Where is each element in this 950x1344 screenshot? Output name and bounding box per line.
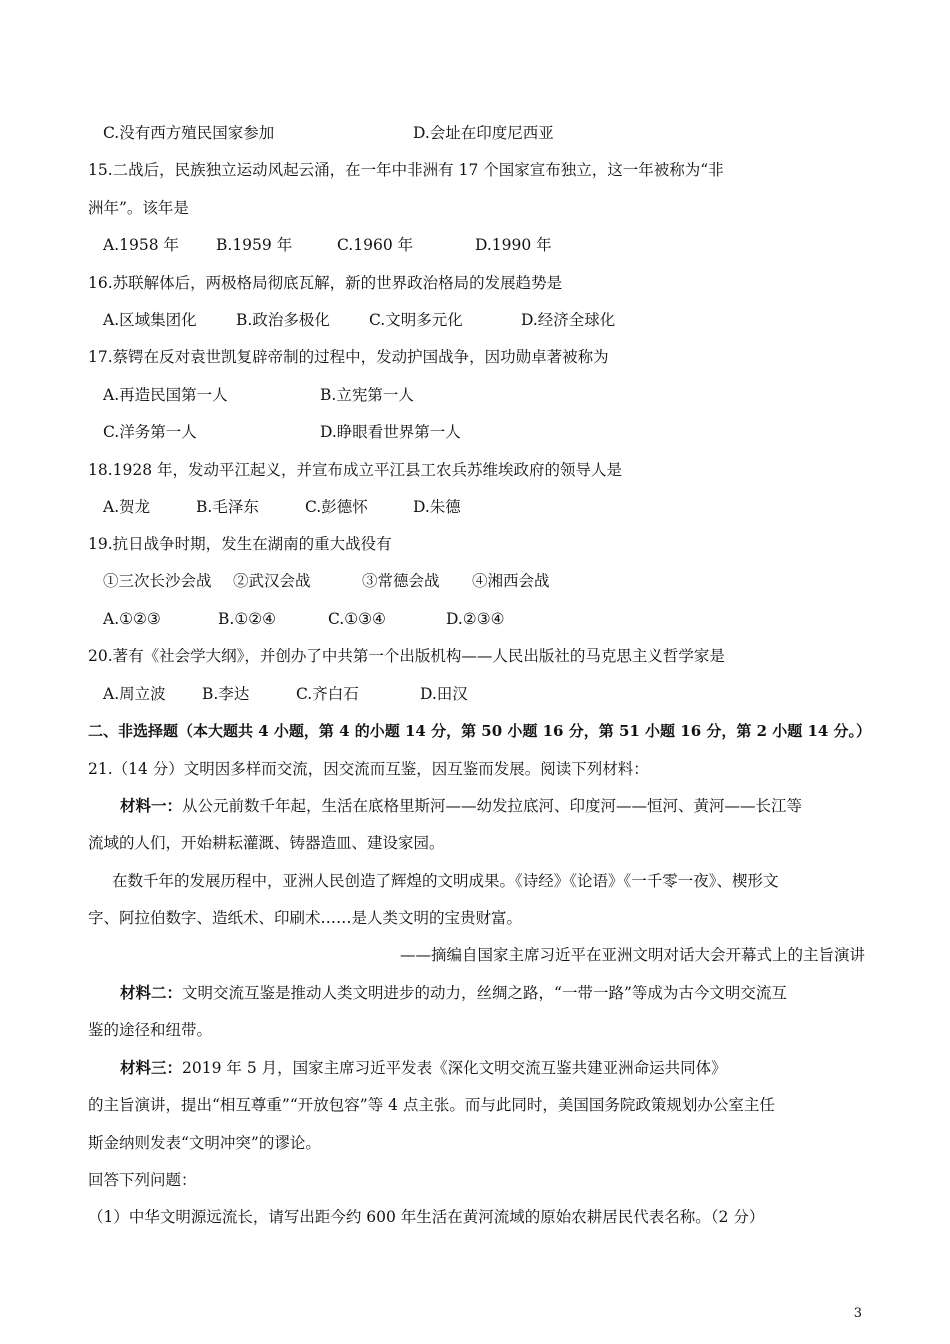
q18-option-a: A.贺龙 [103, 498, 151, 516]
material1-text-1: 从公元前数千年起，生活在底格里斯河——幼发拉底河、印度河——恒河、黄河——长江等 [182, 797, 803, 815]
q21-material1-source: ——摘编自国家主席习近平在亚洲文明对话大会开幕式上的主旨演讲 [399, 946, 865, 964]
q14-option-c: C.没有西方殖民国家参加 [103, 124, 275, 142]
q15-option-d: D.1990 年 [475, 236, 552, 254]
material3-label: 材料三： [120, 1058, 183, 1077]
q19-stem: 19.抗日战争时期，发生在湖南的重大战役有 [88, 535, 392, 553]
q21-material3-line2: 的主旨演讲，提出“相互尊重”“开放包容”等 4 点主张。而与此同时，美国国务院政策规划办公室主任 [88, 1096, 775, 1114]
q17-option-c: C.洋务第一人 [103, 423, 197, 441]
q20-option-b: B.李达 [202, 685, 250, 703]
q19-option-c: C.①③④ [328, 610, 386, 628]
q21-subquestion-1: （1）中华文明源远流长，请写出距今约 600 年生活在黄河流域的原始农耕居民代表名称。（2 分） [88, 1208, 765, 1226]
q15-option-b: B.1959 年 [216, 236, 293, 254]
material2-label: 材料二： [120, 983, 183, 1002]
q21-material1-line2: 流域的人们，开始耕耘灌溉、铸器造皿、建设家园。 [88, 834, 445, 852]
material1-label: 材料一： [120, 796, 183, 815]
q17-option-a: A.再造民国第一人 [103, 386, 228, 404]
q19-option-d: D.②③④ [446, 610, 505, 628]
q21-intro: 21.（14 分）文明因多样而交流，因交流而互鉴，因互鉴而发展。阅读下列材料： [88, 760, 649, 778]
q15-stem-line2: 洲年”。该年是 [88, 199, 189, 217]
q15-option-c: C.1960 年 [337, 236, 414, 254]
q18-stem: 18.1928 年，发动平江起义，并宣布成立平江县工农兵苏维埃政府的领导人是 [88, 461, 623, 479]
q19-option-b: B.①②④ [218, 610, 277, 628]
q16-option-d: D.经济全球化 [521, 311, 616, 329]
q19-item-2: ②武汉会战 [233, 572, 311, 590]
q21-material2-line1 [120, 982, 787, 1004]
q20-stem: 20.著有《社会学大纲》，并创办了中共第一个出版机构——人民出版社的马克思主义哲学家是 [88, 647, 725, 665]
q21-material1-line4: 字、阿拉伯数字、造纸术、印刷术……是人类文明的宝贵财富。 [88, 909, 523, 927]
q16-option-c: C.文明多元化 [369, 311, 463, 329]
q21-material2-line2: 鉴的途径和纽带。 [88, 1021, 213, 1039]
q17-option-b: B.立宪第一人 [320, 386, 414, 404]
q20-option-a: A.周立波 [103, 685, 166, 703]
q17-option-d: D.睁眼看世界第一人 [320, 423, 461, 441]
q20-option-d: D.田汉 [420, 685, 468, 703]
q21-material3-line1 [120, 1057, 727, 1079]
page-number: 3 [853, 1306, 862, 1321]
section2-heading: 二、非选择题（本大题共 4 小题，第 4 的小题 14 分，第 50 小题 16 分，第 51 小题 16 分，第 2 小题 14 分。） [88, 722, 872, 740]
q19-option-a: A.①②③ [103, 610, 161, 628]
q17-stem: 17.蔡锷在反对袁世凯复辟帝制的过程中，发动护国战争，因功勋卓著被称为 [88, 348, 609, 366]
q21-material1-line3: 在数千年的发展历程中，亚洲人民创造了辉煌的文明成果。《诗经》《论语》《一千零一夜》、楔形文 [112, 872, 779, 890]
q19-item-1: ①三次长沙会战 [103, 572, 212, 590]
q20-option-c: C.齐白石 [296, 685, 359, 703]
q19-item-4: ④湘西会战 [472, 572, 550, 590]
material3-text-1: 2019 年 5 月，国家主席习近平发表《深化文明交流互鉴共建亚洲命运共同体》 [182, 1059, 727, 1077]
q19-item-3: ③常德会战 [362, 572, 440, 590]
q16-option-a: A.区域集团化 [103, 311, 197, 329]
q15-option-a: A.1958 年 [103, 236, 179, 254]
q16-stem: 16.苏联解体后，两极格局彻底瓦解，新的世界政治格局的发展趋势是 [88, 274, 563, 292]
q15-stem-line1: 15.二战后，民族独立运动风起云涌，在一年中非洲有 17 个国家宣布独立，这一年被称为“非 [88, 161, 724, 179]
q16-option-b: B.政治多极化 [236, 311, 330, 329]
q18-option-b: B.毛泽东 [196, 498, 259, 516]
q21-answer-prompt: 回答下列问题： [88, 1171, 197, 1189]
q21-material1-line1 [120, 795, 802, 817]
q21-material3-line3: 斯金纳则发表“文明冲突”的谬论。 [88, 1134, 321, 1152]
material2-text-1: 文明交流互鉴是推动人类文明进步的动力，丝绸之路，“一带一路”等成为古今文明交流互 [182, 984, 787, 1002]
q14-option-d: D.会址在印度尼西亚 [413, 124, 554, 142]
q18-option-c: C.彭德怀 [305, 498, 368, 516]
q18-option-d: D.朱德 [413, 498, 461, 516]
